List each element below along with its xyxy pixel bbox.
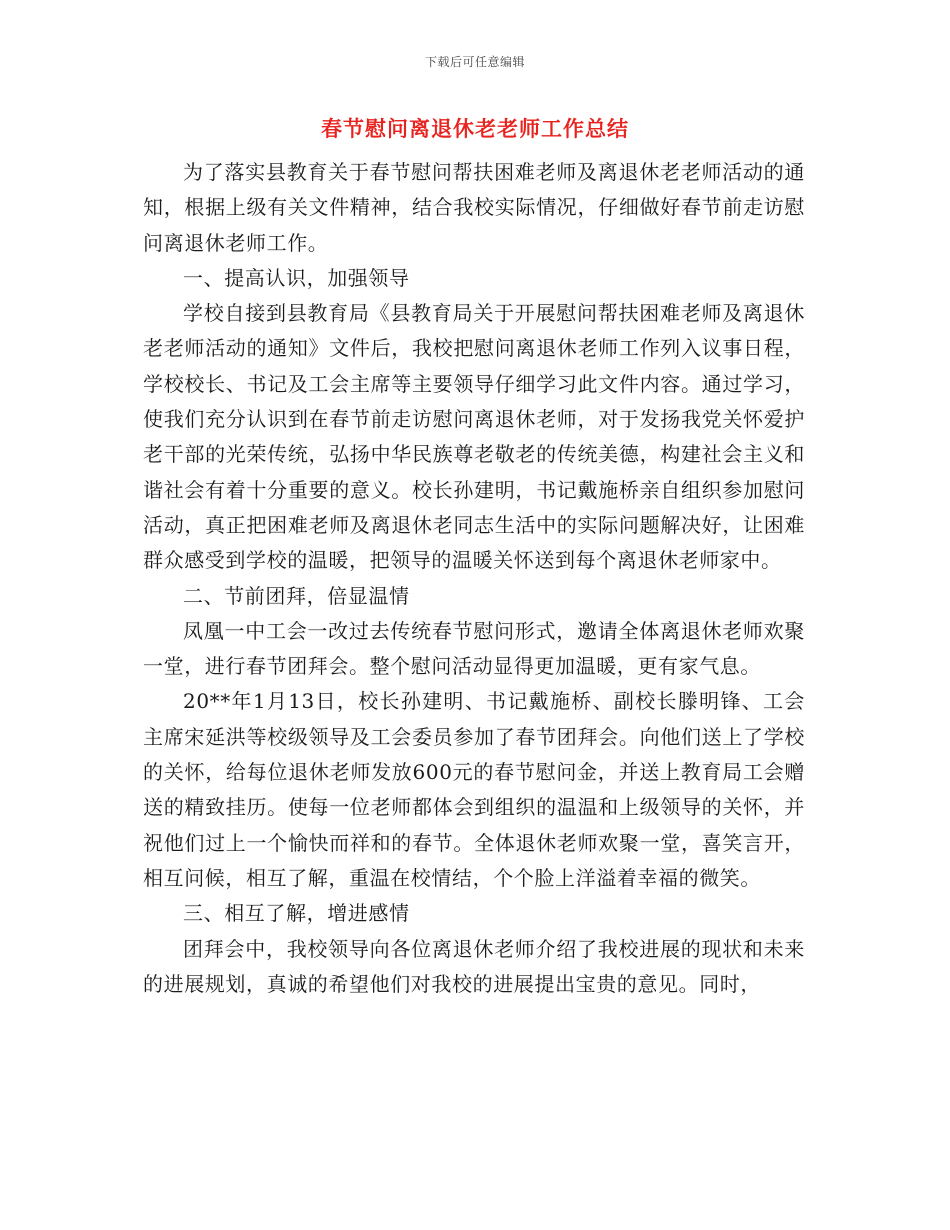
document-body (143, 155, 805, 1002)
paragraph-section-1: 学校自接到县教育局《县教育局关于开展慰问帮扶困难老师及离退休老老师活动的通知》文件后，我校把慰问离退休老师工作列入议事日程，学校校长、书记及工会主席等主要领导仔细学习此文件内容。通过学习，使我们充分认识到在春节前走访慰问离退休老师，对于发扬我党关怀爱护老干部的光荣传统，弘扬中华民族尊老敬老的传统美德，构建社会主义和谐社会有着十分重要的意义。校长孙建明，书记戴施桥亲自组织参加慰问活动，真正把困难老师及离退休老同志生活中的实际问题解决好，让困难群众感受到学校的温暖，把领导的温暖关怀送到每个离退休老师家中。 (143, 301, 805, 573)
header-note: 下载后可任意编辑 (424, 55, 525, 69)
paragraph-section-2a: 凤凰一中工会一改过去传统春节慰问形式，邀请全体离退休老师欢聚一堂，进行春节团拜会。整个慰问活动显得更加温暖，更有家气息。 (143, 618, 805, 679)
paragraph-intro: 为了落实县教育关于春节慰问帮扶困难老师及离退休老老师活动的通知，根据上级有关文件精神，结合我校实际情况，仔细做好春节前走访慰问离退休老师工作。 (143, 160, 805, 255)
document-title: 春节慰问离退休老老师工作总结 (321, 117, 629, 141)
section-heading-3: 三、相互了解，增进感情 (183, 901, 410, 926)
paragraph-section-2b: 20**年1月13日，校长孙建明、书记戴施桥、副校长滕明锋、工会主席宋延洪等校级领导及工会委员参加了春节团拜会。向他们送上了学校的关怀，给每位退休老师发放600元的春节慰问金，并送上教育局工会赠送的精致挂历。使每一位老师都体会到组织的温温和上级领导的关怀，并祝他们过上一个愉快而祥和的春节。全体退休老师欢聚一堂，喜笑言开，相互问候，相互了解，重温在校情结，个个脸上洋溢着幸福的微笑。 (143, 689, 805, 890)
section-heading-2: 二、节前团拜，倍显温情 (183, 583, 410, 608)
section-heading-1: 一、提高认识，加强领导 (183, 265, 410, 290)
paragraph-section-3: 团拜会中，我校领导向各位离退休老师介绍了我校进展的现状和未来的进展规划，真诚的希望他们对我校的进展提出宝贵的意见。同时， (143, 936, 805, 996)
